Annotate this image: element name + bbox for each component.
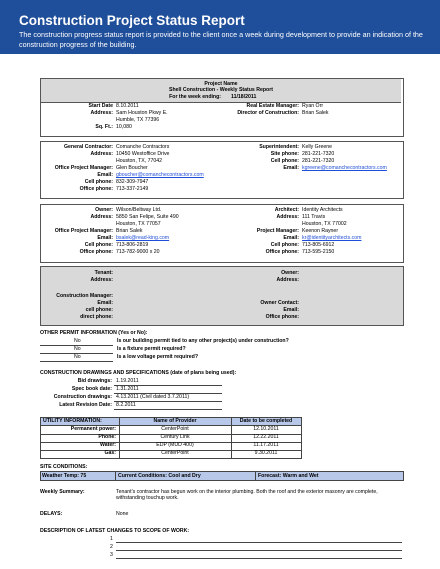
architect-address-label: Address: <box>276 214 299 220</box>
contractor-box <box>40 141 404 199</box>
tenant-cell-label: cell phone: <box>85 307 113 313</box>
site-conditions-heading: SITE CONDITIONS: <box>40 464 88 470</box>
permit-answer: No <box>74 354 81 360</box>
drawing-date: 1.31.2011 <box>116 386 139 392</box>
architect-label: Architect: <box>274 207 299 213</box>
site-conditions-bar <box>40 471 404 481</box>
drawing-label: Spec book date: <box>71 386 112 392</box>
architect-cell-label: Cell phone: <box>270 242 299 248</box>
owner-contact-office-label: Office phone: <box>265 314 299 320</box>
drawing-label: Bid drawings: <box>77 378 112 384</box>
permit-answer-line <box>40 361 113 362</box>
utility-table <box>40 417 302 459</box>
owner-cell-value: 713-806-2819 <box>116 242 149 248</box>
start-date-value: 8.10.2011 <box>116 103 139 109</box>
weekly-summary-label: Weekly Summary: <box>40 489 85 495</box>
contractor-pm-label: Office Project Manager: <box>54 165 113 171</box>
owner-office-label: Office phone: <box>79 249 113 255</box>
contractor-office-label: Office phone: <box>79 186 113 192</box>
super-cell-value: 281-221-7320 <box>302 158 335 164</box>
contractor-cell-value: 832-309-7947 <box>116 179 149 185</box>
utility-date: 9.30.2011 <box>254 450 278 456</box>
site-col-divider <box>255 472 256 480</box>
drawing-line <box>114 409 222 410</box>
director-construction-label: Director of Construction: <box>237 110 299 116</box>
current-conditions: Current Conditions: Cool and Dry <box>118 473 201 479</box>
header-banner <box>0 0 440 54</box>
contractor-email-label: Email: <box>97 172 113 178</box>
super-cell-label: Cell phone: <box>270 158 299 164</box>
owner-cell-label: Cell phone: <box>84 242 113 248</box>
super-email-label: Email: <box>283 165 299 171</box>
utility-label: Gas: <box>104 450 116 456</box>
owner-address-line2: Houston, TX 77057 <box>116 221 161 227</box>
scope-change-number: 3 <box>110 552 113 558</box>
contractor-email-link[interactable]: gboucher@comanchecontractors.com <box>116 172 204 178</box>
forecast: Forecast: Warm and Wet <box>258 473 319 479</box>
scope-change-number: 1 <box>110 536 113 542</box>
construction-manager-label: Construction Manager: <box>56 293 113 299</box>
delays-label: DELAYS: <box>40 511 63 517</box>
owner-email-label: Email: <box>97 235 113 241</box>
scope-change-number: 2 <box>110 544 113 550</box>
architect-office-label: Office phone: <box>265 249 299 255</box>
owner-pm-label: Office Project Manager: <box>54 228 113 234</box>
permit-heading: OTHER PERMIT INFORMATION (Yes or No): <box>40 330 148 336</box>
real-estate-manager-label: Real Estate Manager: <box>246 103 299 109</box>
architect-pm-label: Project Manager: <box>256 228 299 234</box>
project-address-label: Address: <box>90 110 113 116</box>
scope-change-line[interactable] <box>116 558 402 559</box>
tenant-email-label: Email: <box>97 300 113 306</box>
drawing-label: Construction drawings: <box>53 394 112 400</box>
utility-date: 12.22.2011 <box>253 434 279 440</box>
drawing-date: 1.19.2011 <box>116 378 139 384</box>
weekly-summary-text: Tenant's contractor has begun work on the interior plumbing. Both the roof and the exterior masonry are complete, withstanding touchup work. <box>116 489 378 502</box>
permit-answer: No <box>74 346 81 352</box>
report-title: Construction Project Status Report <box>19 13 245 28</box>
permit-question: Is a fixture permit required? <box>117 346 186 352</box>
utility-header-cell: UTILITY INFORMATION: <box>43 418 102 424</box>
tenant-owner-address-label: Address: <box>276 277 299 283</box>
tenant-direct-label: direct phone: <box>80 314 113 320</box>
tenant-address-label: Address: <box>90 277 113 283</box>
scope-changes-heading: DESCRIPTION OF LATEST CHANGES TO SCOPE OF WORK: <box>40 528 190 534</box>
utility-date: 11.17.2011 <box>253 442 279 448</box>
owner-office-value: 713-782-9000 x 20 <box>116 249 160 255</box>
utility-header-cell: Date to be completed <box>239 418 293 424</box>
superintendent-label: Superintendent: <box>259 144 299 150</box>
drawing-date: 4.13.2011 (Civil dated 3.7.2011) <box>116 394 190 400</box>
owner-contact-label: Owner Contact: <box>260 300 299 306</box>
project-address-line1: Sam Houston Pkwy E. <box>116 110 168 116</box>
owner-architect-box <box>40 204 404 263</box>
scope-change-line[interactable] <box>116 542 402 543</box>
real-estate-manager-value: Ryan Orr <box>302 103 324 109</box>
director-construction-value: Brian Salek <box>302 110 329 116</box>
utility-header-cell: Name of Provider <box>153 418 197 424</box>
architect-pm-value: Keenon Rayner <box>302 228 339 234</box>
start-date-label: Start Date <box>88 103 113 109</box>
contractor-address-line1: 10450 Westoffice Drive <box>116 151 170 157</box>
owner-contact-email-label: Email: <box>283 307 299 313</box>
report-description: The construction progress status report is provided to the client once a week during development to provide an indication of the construction progress of the building. <box>19 30 423 49</box>
architect-office-value: 713-595-2150 <box>302 249 335 255</box>
general-contractor-label: General Contractor: <box>63 144 113 150</box>
project-address-line2: Humble, TX 77396 <box>116 117 160 123</box>
owner-address-label: Address: <box>90 214 113 220</box>
drawings-heading: CONSTRUCTION DRAWINGS AND SPECIFICATIONS (date of plans being used): <box>40 370 237 376</box>
architect-email-label: Email: <box>283 235 299 241</box>
contractor-office-value: 713-337-2149 <box>116 186 149 192</box>
permit-answer: No <box>74 338 81 344</box>
week-ending-value: 11/18/2011 <box>231 94 257 100</box>
project-name-label: Project Name <box>204 81 238 87</box>
utility-provider: EDP (MUD 400) <box>156 442 194 448</box>
utility-provider: CenterPoint <box>161 450 189 456</box>
owner-label: Owner: <box>95 207 113 213</box>
owner-email-link[interactable]: bsalek@read-king.com <box>116 235 170 241</box>
project-info-box <box>40 78 404 137</box>
superintendent-value: Kelly Greene <box>302 144 332 150</box>
week-ending-label: For the week ending: <box>169 94 221 100</box>
architect-address-line2: Houston, TX 77002 <box>302 221 347 227</box>
architect-address-line1: 111 Travis <box>302 214 326 220</box>
tenant-owner-label: Owner: <box>281 270 299 276</box>
architect-cell-value: 713-805-6912 <box>302 242 335 248</box>
permit-question: Is our building permit tied to any other project(s) under construction? <box>117 338 289 344</box>
super-email-link[interactable]: kgreene@comanchecontractors.com <box>302 165 387 171</box>
sqft-value: 10,080 <box>116 124 132 130</box>
project-name-value: Shell Construction - Weekly Status Report <box>169 87 273 93</box>
tenant-box <box>40 266 404 326</box>
utility-provider: CenterPoint <box>161 426 189 432</box>
architect-value: Identity Architects <box>302 207 343 213</box>
site-phone-label: Site phone: <box>270 151 299 157</box>
permit-question: Is a low voltage permit required? <box>117 354 199 360</box>
general-contractor-value: Comanche Contractors <box>116 144 170 150</box>
owner-pm-value: Brian Salek <box>116 228 143 234</box>
utility-label: Permanent power: <box>70 426 116 432</box>
scope-change-line[interactable] <box>116 550 402 551</box>
contractor-address-label: Address: <box>90 151 113 157</box>
utility-label: Phone: <box>98 434 116 440</box>
utility-provider: Century Link <box>160 434 190 440</box>
contractor-address-line2: Houston, TX, 77042 <box>116 158 163 164</box>
owner-address-line1: 5850 San Felipe, Suite 490 <box>116 214 179 220</box>
weather-temp: Weather Temp: 75 <box>42 473 87 479</box>
sqft-label: Sq. Ft.: <box>95 124 113 130</box>
utility-date: 12.10.2011 <box>253 426 279 432</box>
site-col-divider <box>115 472 116 480</box>
utility-label: Water: <box>100 442 116 448</box>
owner-value: Wilson/Beltway Ltd. <box>116 207 162 213</box>
delays-value: None <box>116 511 129 517</box>
site-phone-value: 281-221-7320 <box>302 151 335 157</box>
contractor-pm-value: Glen Boucher <box>116 165 148 171</box>
tenant-label: Tenant: <box>94 270 113 276</box>
drawing-date: 8.2.2011 <box>116 402 136 408</box>
architect-email-link[interactable]: kr@identityarchitects.com <box>302 235 362 241</box>
contractor-cell-label: Cell phone: <box>84 179 113 185</box>
drawing-label: Latest Revision Date: <box>59 402 112 408</box>
